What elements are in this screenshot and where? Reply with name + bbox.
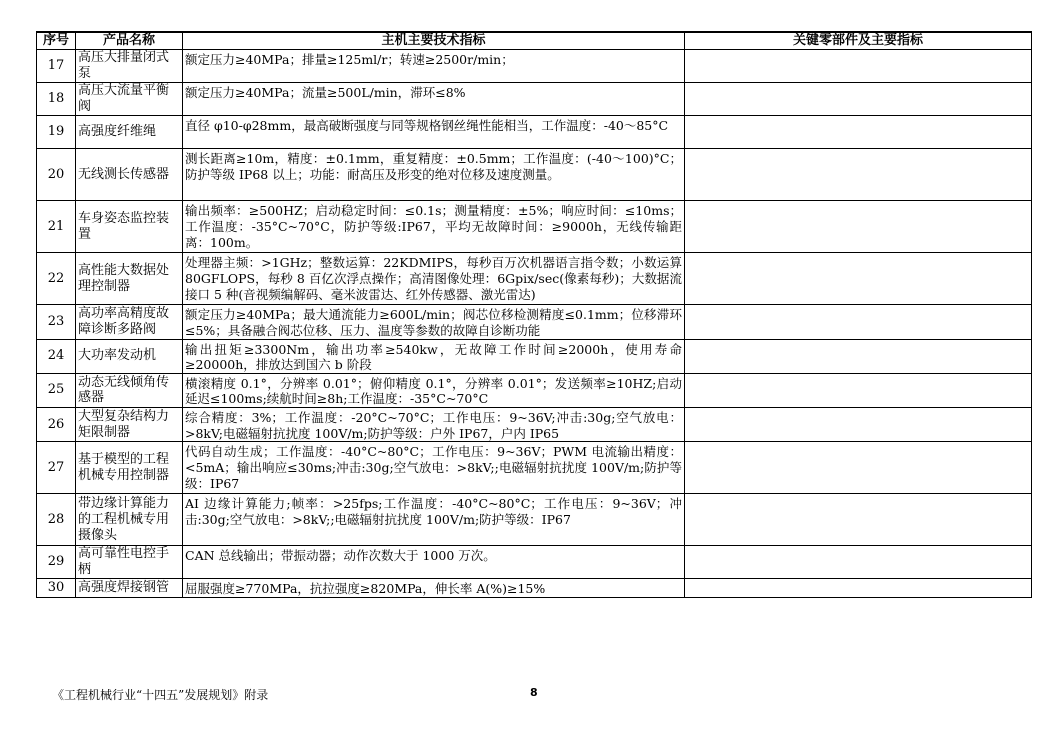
table-row	[37, 201, 1032, 253]
table-row	[37, 442, 1032, 494]
tech-specs: 处理器主频：>1GHz；整数运算：22KDMIPS，每秒百万次机器语言指令数；小数运算 80GFLOPS，每秒 8 百亿次浮点操作；高清图像处理：6Gpix/sec(像素每秒)；大数据流接口 5 种(音视频编解码、毫米波雷达、红外传感器、激光雷达)	[183, 253, 685, 305]
row-number: 25	[37, 373, 76, 407]
tech-specs: 输出频率：≥500HZ；启动稳定时间：≤0.1s；测量精度：±5%；响应时间：≤10ms；工作温度：-35°C~70°C，防护等级:IP67，平均无故障时间：≥9000h，无线传输距离：100m。	[183, 201, 685, 253]
table-row	[37, 373, 1032, 407]
table-row	[37, 305, 1032, 339]
table-row	[37, 494, 1032, 546]
header-num: 序号	[37, 32, 76, 50]
row-number: 30	[37, 579, 76, 598]
key-parts-specs	[685, 442, 1032, 494]
tech-specs: 代码自动生成；工作温度：-40°C~80°C；工作电压：9~36V；PWM 电流输出精度：<5mA；输出响应≤30ms;冲击:30g;空气放电：>8kV;;电磁辐射抗扰度 100V/m;防护等级：IP67	[183, 442, 685, 494]
row-number: 26	[37, 408, 76, 442]
tech-specs: 屈服强度≥770MPa，抗拉强度≥820MPa，伸长率 A(%)≥15%	[183, 579, 685, 598]
product-name: 带边缘计算能力的工程机械专用摄像头	[76, 494, 183, 546]
row-number: 21	[37, 201, 76, 253]
row-number: 27	[37, 442, 76, 494]
row-number: 19	[37, 116, 76, 149]
table-row	[37, 149, 1032, 201]
row-number: 23	[37, 305, 76, 339]
footer-page-number: 8	[530, 686, 538, 699]
key-parts-specs	[685, 253, 1032, 305]
product-name: 高性能大数据处理控制器	[76, 253, 183, 305]
tech-specs: 额定压力≥40MPa；排量≥125ml/r；转速≥2500r/min；	[183, 50, 685, 83]
table-row	[37, 83, 1032, 116]
header-key-parts-specs: 关键零部件及主要指标	[685, 32, 1032, 50]
table-row	[37, 116, 1032, 149]
tech-specs: 额定压力≥40MPa；流量≥500L/min，滞环≤8%	[183, 83, 685, 116]
table-row	[37, 408, 1032, 442]
product-name: 高功率高精度故障诊断多路阀	[76, 305, 183, 339]
row-number: 24	[37, 339, 76, 373]
product-name: 高可靠性电控手柄	[76, 546, 183, 579]
key-parts-specs	[685, 579, 1032, 598]
key-parts-specs	[685, 305, 1032, 339]
key-parts-specs	[685, 408, 1032, 442]
product-name: 无线测长传感器	[76, 149, 183, 201]
key-parts-specs	[685, 116, 1032, 149]
key-parts-specs	[685, 546, 1032, 579]
tech-specs: 直径 φ10-φ28mm，最高破断强度与同等规格钢丝绳性能相当，工作温度：-40～85°C	[183, 116, 685, 149]
table-row	[37, 339, 1032, 373]
product-name: 车身姿态监控装置	[76, 201, 183, 253]
tech-specs: 输出扭矩≥3300Nm，输出功率≥540kw，无故障工作时间≥2000h，使用寿命≥20000h，排放达到国六 b 阶段	[183, 339, 685, 373]
product-name: 大型复杂结构力矩限制器	[76, 408, 183, 442]
product-name: 高强度纤维绳	[76, 116, 183, 149]
tech-specs: 综合精度：3%；工作温度：-20°C~70°C；工作电压：9~36V;冲击:30g;空气放电：>8kV;电磁辐射抗扰度 100V/m;防护等级：户外 IP67，户内 IP65	[183, 408, 685, 442]
product-name: 大功率发动机	[76, 339, 183, 373]
table-row	[37, 50, 1032, 83]
key-parts-specs	[685, 149, 1032, 201]
row-number: 22	[37, 253, 76, 305]
product-name: 基于模型的工程机械专用控制器	[76, 442, 183, 494]
tech-specs: 额定压力≥40MPa；最大通流能力≥600L/min；阀芯位移检测精度≤0.1mm；位移滞环≤5%；具备融合阀芯位移、压力、温度等参数的故障自诊断功能	[183, 305, 685, 339]
tech-specs: 横滚精度 0.1°，分辨率 0.01°；俯仰精度 0.1°，分辨率 0.01°；发送频率≥10HZ;启动延迟≤100ms;续航时间≥8h;工作温度：-35°C~70°C	[183, 373, 685, 407]
product-name: 高压大流量平衡阀	[76, 83, 183, 116]
table-header-row	[37, 32, 1032, 50]
table-row	[37, 579, 1032, 598]
header-main-tech-specs: 主机主要技术指标	[183, 32, 685, 50]
row-number: 18	[37, 83, 76, 116]
key-parts-specs	[685, 373, 1032, 407]
product-name: 动态无线倾角传感器	[76, 373, 183, 407]
row-number: 29	[37, 546, 76, 579]
header-product-name: 产品名称	[76, 32, 183, 50]
product-name: 高压大排量闭式泵	[76, 50, 183, 83]
key-parts-specs	[685, 201, 1032, 253]
tech-specs: 测长距离≥10m，精度：±0.1mm，重复精度：±0.5mm；工作温度：(-40～100)°C；防护等级 IP68 以上；功能：耐高压及形变的绝对位移及速度测量。	[183, 149, 685, 201]
tech-specs: CAN 总线输出；带振动器；动作次数大于 1000 万次。	[183, 546, 685, 579]
row-number: 28	[37, 494, 76, 546]
row-number: 20	[37, 149, 76, 201]
key-parts-specs	[685, 494, 1032, 546]
key-parts-specs	[685, 83, 1032, 116]
spec-table	[36, 31, 1032, 598]
table-row	[37, 546, 1032, 579]
footer-document-title: 《工程机械行业“十四五”发展规划》附录	[52, 688, 269, 702]
row-number: 17	[37, 50, 76, 83]
tech-specs: AI 边缘计算能力;帧率：>25fps;工作温度：-40°C~80°C；工作电压：9~36V；冲击:30g;空气放电：>8kV;;电磁辐射抗扰度 100V/m;防护等级：IP67	[183, 494, 685, 546]
key-parts-specs	[685, 50, 1032, 83]
table-row	[37, 253, 1032, 305]
product-name: 高强度焊接钢管	[76, 579, 183, 598]
key-parts-specs	[685, 339, 1032, 373]
